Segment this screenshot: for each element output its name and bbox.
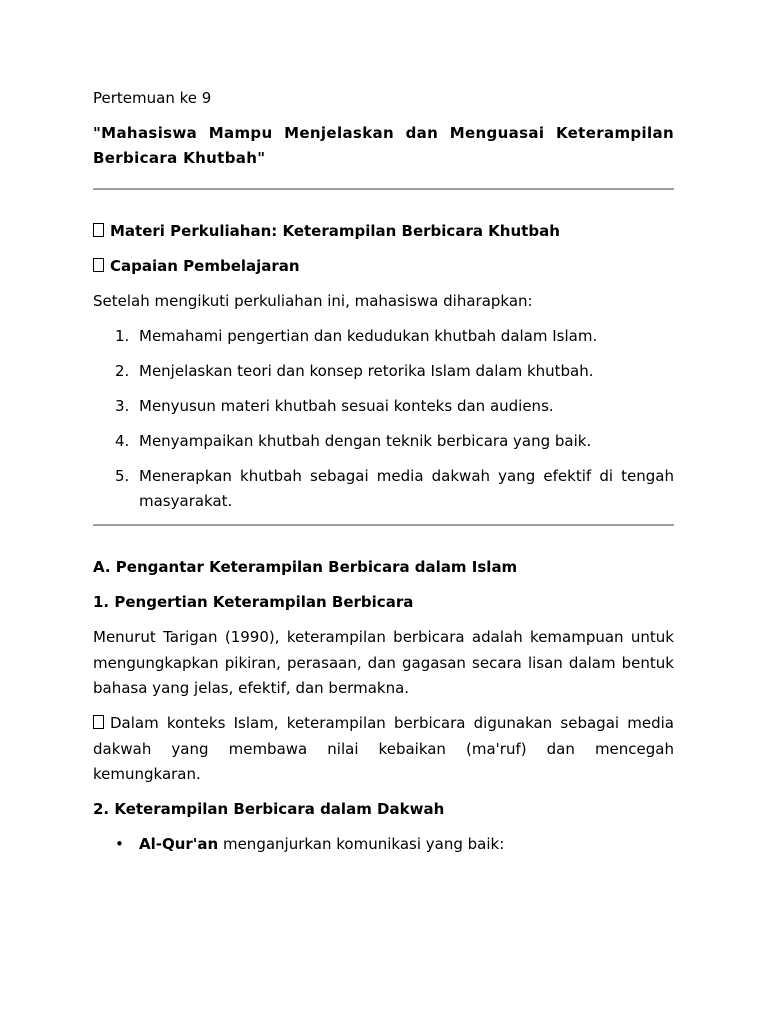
subheading-2: 2. Keterampilan Berbicara dalam Dakwah — [93, 800, 445, 818]
bullet-rest: menganjurkan komunikasi yang baik: — [218, 835, 505, 853]
dakwah-list — [93, 832, 674, 858]
list-text: Memahami pengertian dan kedudukan khutbah dalam Islam. — [139, 326, 598, 345]
list-number: 1. — [115, 326, 130, 345]
outcomes-heading-text: Capaian Pembelajaran — [110, 256, 300, 275]
mosque-icon — [93, 715, 104, 729]
list-item — [93, 359, 674, 385]
list-text — [139, 832, 504, 858]
bullet-icon: • — [115, 835, 124, 853]
target-icon — [93, 258, 104, 272]
material-heading — [93, 219, 674, 245]
divider — [93, 188, 674, 190]
book-icon — [93, 223, 104, 237]
outcomes-heading — [93, 254, 674, 280]
subheading-1: 1. Pengertian Keterampilan Berbicara — [93, 593, 414, 611]
list-item — [93, 464, 674, 515]
list-item — [93, 394, 674, 420]
list-number: 5. — [115, 466, 130, 485]
list-text: Menyampaikan khutbah dengan teknik berbicara yang baik. — [139, 431, 592, 450]
list-number: 2. — [115, 361, 130, 380]
outcomes-intro: Setelah mengikuti perkuliahan ini, mahasiswa diharapkan: — [93, 291, 533, 310]
meeting-label: Pertemuan ke 9 — [93, 89, 212, 107]
list-text: Menerapkan khutbah sebagai media dakwah yang efektif di tengah masyarakat. — [139, 466, 674, 510]
objectives-list — [93, 324, 674, 515]
list-text: Menyusun materi khutbah sesuai konteks dan audiens. — [139, 396, 554, 415]
list-number: 4. — [115, 431, 130, 450]
paragraph-2 — [93, 711, 674, 788]
material-heading-text: Materi Perkuliahan: Keterampilan Berbicara Khutbah — [110, 221, 560, 240]
list-item — [93, 324, 674, 350]
paragraph-1: Menurut Tarigan (1990), keterampilan berbicara adalah kemampuan untuk mengungkapkan pikiran, perasaan, dan gagasan secara lisan dalam bentuk bahasa yang jelas, efektif, dan bermakna. — [93, 628, 674, 697]
section-a-heading: A. Pengantar Keterampilan Berbicara dalam Islam — [93, 558, 518, 576]
list-number: 3. — [115, 396, 130, 415]
bullet-bold: Al-Qur'an — [139, 835, 219, 853]
list-text: Menjelaskan teori dan konsep retorika Islam dalam khutbah. — [139, 361, 594, 380]
document-title: "Mahasiswa Mampu Menjelaskan dan Menguasai Keterampilan Berbicara Khutbah" — [93, 123, 674, 167]
divider — [93, 524, 674, 526]
paragraph-2-text: Dalam konteks Islam, keterampilan berbicara digunakan sebagai media dakwah yang membawa nilai kebaikan (ma'ruf) dan mencegah kemungkaran. — [93, 714, 674, 783]
list-item — [93, 832, 674, 858]
list-item — [93, 429, 674, 455]
